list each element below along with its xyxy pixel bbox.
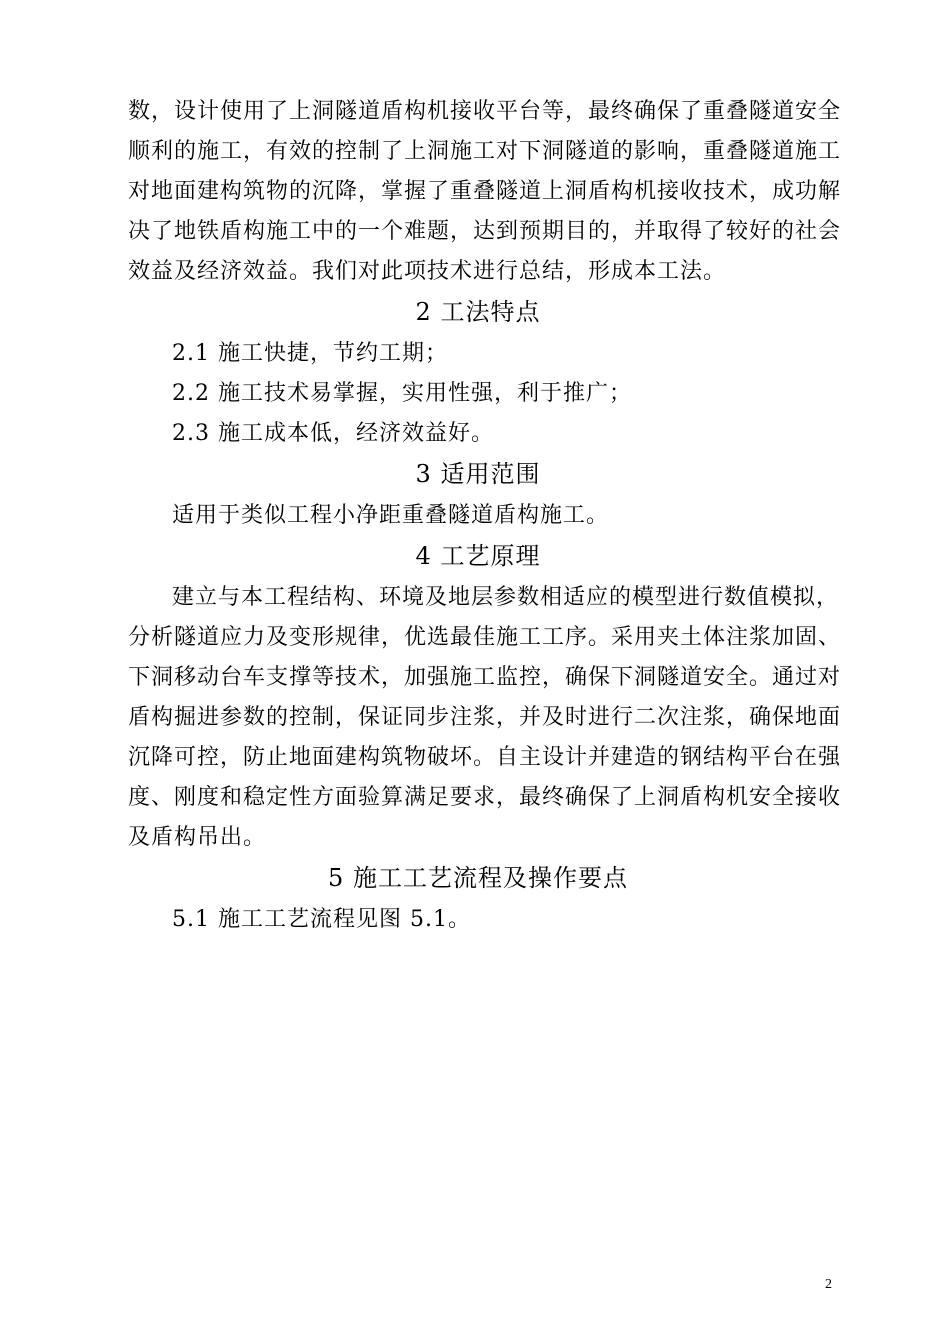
process-text: 5.1 施工工艺流程见图 5.1。 xyxy=(172,907,471,932)
principle-line: 分析隧道应力及变形规律，优选最佳施工工序。采用夹土体注浆加固、 xyxy=(128,625,842,650)
principle-line: 及盾构吊出。 xyxy=(128,825,267,850)
section-heading-features: 2 工法特点 xyxy=(415,298,541,326)
principle-line: 沉降可控，防止地面建构筑物破坏。自主设计并建造的钢结构平台在强 xyxy=(128,745,842,770)
principle-line: 下洞移动台车支撑等技术，加强施工监控，确保下洞隧道安全。通过对 xyxy=(128,665,842,690)
intro-line: 对地面建构筑物的沉降，掌握了重叠隧道上洞盾构机接收技术，成功解 xyxy=(128,179,842,204)
intro-line: 顺利的施工，有效的控制了上洞施工对下洞隧道的影响，重叠隧道施工 xyxy=(128,139,842,164)
intro-line: 效益及经济效益。我们对此项技术进行总结，形成本工法。 xyxy=(128,259,727,284)
principle-line: 盾构掘进参数的控制，保证同步注浆，并及时进行二次注浆，确保地面 xyxy=(128,705,842,730)
intro-line: 决了地铁盾构施工中的一个难题，达到预期目的，并取得了较好的社会 xyxy=(128,219,842,244)
intro-line: 数，设计使用了上洞隧道盾构机接收平台等，最终确保了重叠隧道安全 xyxy=(128,99,842,124)
feature-item: 2.2 施工技术易掌握，实用性强，利于推广； xyxy=(172,381,632,406)
page-number: 2 xyxy=(825,1277,832,1292)
page-body xyxy=(128,98,842,946)
principle-line: 建立与本工程结构、环境及地层参数相适应的模型进行数值模拟， xyxy=(172,585,840,610)
feature-item: 2.3 施工成本低，经济效益好。 xyxy=(172,421,494,446)
principle-line: 度、刚度和稳定性方面验算满足要求，最终确保了上洞盾构机安全接收 xyxy=(128,785,842,810)
scope-text: 适用于类似工程小净距重叠隧道盾构施工。 xyxy=(172,503,610,528)
feature-item: 2.1 施工快捷，节约工期； xyxy=(172,341,448,366)
section-heading-process: 5 施工工艺流程及操作要点 xyxy=(328,864,628,892)
section-heading-principle: 4 工艺原理 xyxy=(415,542,541,570)
section-heading-scope: 3 适用范围 xyxy=(415,460,541,488)
